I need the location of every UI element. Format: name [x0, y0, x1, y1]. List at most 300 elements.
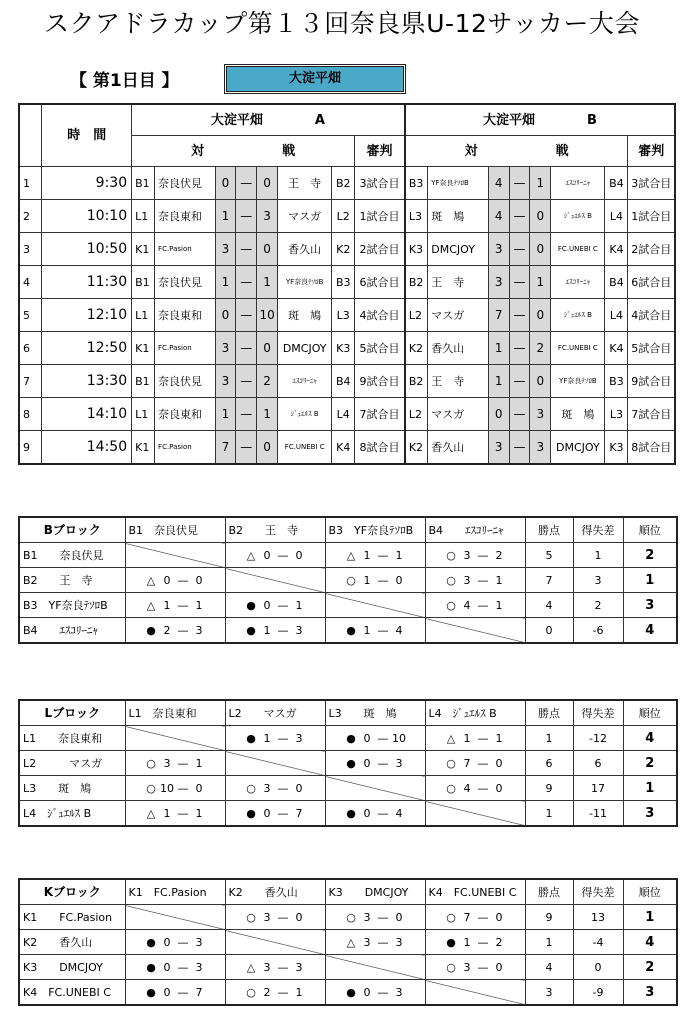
result-mark: ○ [446, 756, 456, 770]
score-dash: — [377, 756, 389, 770]
away-team: 王 寺 [278, 167, 332, 200]
home-score: 3 [488, 266, 509, 299]
result-mark: ○ [246, 781, 256, 795]
result-mark: △ [346, 548, 356, 562]
goals-against: 0 [495, 910, 503, 924]
referee-assignment: 7試合目 [355, 398, 405, 431]
match-result [125, 776, 225, 801]
score-dash: — [377, 731, 389, 745]
result-mark: ● [346, 806, 356, 820]
goals-against: 4 [395, 623, 403, 637]
match-result [325, 905, 425, 930]
standings-row [19, 618, 677, 644]
away-score: 0 [530, 365, 551, 398]
column-team: B2 王 寺 [225, 517, 325, 543]
home-code: L3 [405, 200, 428, 233]
points-value: 0 [525, 618, 573, 644]
referee-assignment: 5試合目 [355, 332, 405, 365]
score-dash: — [477, 573, 489, 587]
home-score: 1 [488, 332, 509, 365]
standings-table [18, 699, 678, 827]
away-team: DMCJOY [551, 431, 605, 465]
home-team: 香久山 [428, 332, 488, 365]
goals-for: 0 [163, 573, 171, 587]
goals-for: 0 [363, 731, 371, 745]
goal-diff-value: 6 [573, 751, 623, 776]
away-team: ｴｽｺﾘｰﾆｬ [551, 167, 605, 200]
match-result [325, 751, 425, 776]
goals-against: 0 [295, 910, 303, 924]
result-mark: ○ [146, 781, 156, 795]
score-dash: — [477, 960, 489, 974]
result-mark: ○ [246, 985, 256, 999]
rank-value: 4 [623, 618, 677, 644]
score-dash: — [477, 598, 489, 612]
home-team: マスガ [428, 299, 488, 332]
goals-against: 3 [395, 756, 403, 770]
standings-table [18, 516, 678, 644]
score-dash: — [509, 200, 530, 233]
match-result [225, 905, 325, 930]
goals-against: 0 [395, 910, 403, 924]
self-match-cell [125, 543, 225, 568]
home-score: 1 [215, 266, 236, 299]
block-name: Lブロック [19, 700, 125, 726]
match-result [425, 930, 525, 955]
schedule-row [19, 200, 675, 233]
row-team: B4 ｴｽｺﾘｰﾆｬ [19, 618, 125, 644]
match-result [425, 543, 525, 568]
standings-row [19, 955, 677, 980]
home-code: B2 [405, 365, 428, 398]
goals-against: 4 [395, 806, 403, 820]
match-number: 1 [19, 167, 42, 200]
score-dash: — [236, 431, 257, 465]
match-number: 3 [19, 233, 42, 266]
away-code: K4 [605, 332, 628, 365]
referee-assignment: 6試合目 [355, 266, 405, 299]
away-code: L4 [605, 200, 628, 233]
goals-for: 4 [463, 598, 471, 612]
row-team: K3 DMCJOY [19, 955, 125, 980]
away-score: 1 [257, 398, 278, 431]
result-mark: ● [246, 806, 256, 820]
match-result [325, 726, 425, 751]
score-dash: — [277, 623, 289, 637]
match-result [425, 776, 525, 801]
home-code: K2 [405, 332, 428, 365]
away-score: 2 [257, 365, 278, 398]
goal-diff-value: 2 [573, 593, 623, 618]
goals-for: 0 [363, 806, 371, 820]
goals-against: 3 [195, 935, 203, 949]
rank-value: 1 [623, 568, 677, 593]
score-dash: — [277, 781, 289, 795]
column-team: B1 奈良伏見 [125, 517, 225, 543]
goal-diff-value: 3 [573, 568, 623, 593]
match-result [425, 905, 525, 930]
away-code: L4 [605, 299, 628, 332]
referee-assignment: 8試合目 [355, 431, 405, 465]
goal-diff-value: -9 [573, 980, 623, 1006]
score-dash: — [377, 548, 389, 562]
result-mark: ○ [446, 548, 456, 562]
goals-against: 3 [295, 731, 303, 745]
goals-against: 3 [195, 960, 203, 974]
goals-for: 1 [363, 623, 371, 637]
standings-row [19, 801, 677, 827]
goals-for: 10 [160, 781, 174, 795]
score-dash: — [509, 365, 530, 398]
home-score: 3 [215, 365, 236, 398]
goal-diff-value: -6 [573, 618, 623, 644]
goal-diff-value: -4 [573, 930, 623, 955]
day-label: 【 第1日目 】 [70, 71, 179, 91]
header-points: 勝点 [525, 879, 573, 905]
home-score: 4 [488, 200, 509, 233]
self-match-cell [325, 776, 425, 801]
home-team: FC.Pasion [155, 233, 215, 266]
home-team: FC.Pasion [155, 332, 215, 365]
referee-assignment: 4試合目 [628, 299, 675, 332]
schedule-row [19, 266, 675, 299]
goals-against: 2 [495, 935, 503, 949]
home-code: K1 [132, 332, 155, 365]
goals-for: 3 [363, 935, 371, 949]
score-dash: — [236, 398, 257, 431]
points-value: 9 [525, 905, 573, 930]
result-mark: ○ [246, 910, 256, 924]
self-match-cell [325, 955, 425, 980]
result-mark: ● [346, 731, 356, 745]
rank-value: 2 [623, 751, 677, 776]
score-dash: — [377, 935, 389, 949]
rank-value: 2 [623, 543, 677, 568]
goals-against: 3 [195, 623, 203, 637]
home-team: FC.Pasion [155, 431, 215, 465]
match-result [225, 980, 325, 1006]
result-mark: ● [146, 935, 156, 949]
away-team: 斑 鳩 [551, 398, 605, 431]
home-code: K3 [405, 233, 428, 266]
match-result [325, 543, 425, 568]
row-team: B3 YF奈良ﾃｿﾛB [19, 593, 125, 618]
result-mark: ● [246, 623, 256, 637]
schedule-table [18, 103, 676, 465]
match-result [425, 726, 525, 751]
goals-against: 1 [295, 985, 303, 999]
column-team: B3 YF奈良ﾃｿﾛB [325, 517, 425, 543]
row-team: K4 FC.UNEBI C [19, 980, 125, 1006]
away-team: ｴｽｺﾘｰﾆｬ [278, 365, 332, 398]
row-team: L1 奈良東和 [19, 726, 125, 751]
away-score: 2 [530, 332, 551, 365]
schedule-row [19, 398, 675, 431]
self-match-cell [225, 930, 325, 955]
match-result [325, 618, 425, 644]
away-score: 3 [530, 431, 551, 465]
referee-assignment: 1試合目 [628, 200, 675, 233]
home-code: B2 [405, 266, 428, 299]
goals-against: 1 [195, 756, 203, 770]
header-goal-diff: 得失差 [573, 517, 623, 543]
row-team: L3 斑 鳩 [19, 776, 125, 801]
schedule-row [19, 299, 675, 332]
row-team: K2 香久山 [19, 930, 125, 955]
goals-against: 0 [495, 756, 503, 770]
referee-assignment: 3試合目 [628, 167, 675, 200]
match-number: 5 [19, 299, 42, 332]
self-match-cell [425, 801, 525, 827]
home-code: K1 [132, 431, 155, 465]
points-value: 1 [525, 801, 573, 827]
home-code: L2 [405, 299, 428, 332]
score-dash: — [377, 573, 389, 587]
away-score: 0 [257, 233, 278, 266]
home-score: 3 [215, 233, 236, 266]
points-value: 4 [525, 955, 573, 980]
away-score: 1 [257, 266, 278, 299]
goals-for: 2 [263, 985, 271, 999]
score-dash: — [177, 985, 189, 999]
header-goal-diff: 得失差 [573, 700, 623, 726]
goals-against: 1 [495, 598, 503, 612]
away-team: YF奈良ﾃｿﾛB [551, 365, 605, 398]
score-dash: — [277, 548, 289, 562]
score-dash: — [509, 266, 530, 299]
away-team: ｼﾞｭｴﾙｽ B [551, 200, 605, 233]
away-score: 0 [257, 167, 278, 200]
score-dash: — [236, 233, 257, 266]
match-result [125, 955, 225, 980]
header-court-b: 大淀平畑 B [405, 104, 675, 136]
match-result [125, 801, 225, 827]
standings-row [19, 593, 677, 618]
match-time: 12:10 [42, 299, 132, 332]
home-team: 奈良伏見 [155, 266, 215, 299]
column-team: L1 奈良東和 [125, 700, 225, 726]
score-dash: — [509, 233, 530, 266]
score-dash: — [177, 806, 189, 820]
referee-assignment: 6試合目 [628, 266, 675, 299]
home-team: YF奈良ﾃｿﾛB [428, 167, 488, 200]
score-dash: — [177, 960, 189, 974]
result-mark: △ [146, 573, 156, 587]
result-mark: △ [346, 935, 356, 949]
header-vs-a: 対 戦 [132, 136, 355, 167]
away-code: B4 [605, 167, 628, 200]
match-result [125, 751, 225, 776]
goals-for: 0 [163, 985, 171, 999]
score-dash: — [509, 167, 530, 200]
score-dash: — [509, 299, 530, 332]
score-dash: — [177, 781, 189, 795]
goals-for: 1 [163, 806, 171, 820]
away-code: K2 [332, 233, 355, 266]
header-rank: 順位 [623, 700, 677, 726]
result-mark: ○ [146, 756, 156, 770]
goals-against: 3 [295, 960, 303, 974]
result-mark: △ [146, 806, 156, 820]
match-result [125, 980, 225, 1006]
score-dash: — [277, 731, 289, 745]
goals-for: 1 [263, 731, 271, 745]
goals-against: 10 [392, 731, 406, 745]
home-score: 3 [488, 233, 509, 266]
away-score: 3 [530, 398, 551, 431]
away-team: ｼﾞｭｴﾙｽ B [551, 299, 605, 332]
home-team: 王 寺 [428, 365, 488, 398]
home-team: 奈良東和 [155, 299, 215, 332]
home-team: 奈良東和 [155, 200, 215, 233]
match-result [325, 980, 425, 1006]
home-code: L2 [405, 398, 428, 431]
column-team: L2 マスガ [225, 700, 325, 726]
score-dash: — [277, 960, 289, 974]
goals-for: 3 [463, 548, 471, 562]
away-code: K3 [332, 332, 355, 365]
away-score: 3 [257, 200, 278, 233]
block-name: Bブロック [19, 517, 125, 543]
goals-for: 3 [263, 960, 271, 974]
score-dash: — [377, 910, 389, 924]
home-score: 7 [488, 299, 509, 332]
result-mark: ○ [446, 960, 456, 974]
home-code: K2 [405, 431, 428, 465]
match-number: 4 [19, 266, 42, 299]
result-mark: △ [246, 960, 256, 974]
away-code: K4 [605, 233, 628, 266]
match-number: 8 [19, 398, 42, 431]
away-code: L3 [332, 299, 355, 332]
score-dash: — [236, 365, 257, 398]
goals-against: 0 [395, 573, 403, 587]
match-number: 7 [19, 365, 42, 398]
points-value: 5 [525, 543, 573, 568]
goals-for: 0 [363, 985, 371, 999]
goals-for: 3 [463, 573, 471, 587]
referee-assignment: 3試合目 [355, 167, 405, 200]
standings-table [18, 878, 678, 1006]
score-dash: — [177, 598, 189, 612]
home-team: 奈良東和 [155, 398, 215, 431]
match-time: 11:30 [42, 266, 132, 299]
match-time: 14:50 [42, 431, 132, 465]
result-mark: ○ [446, 910, 456, 924]
goals-for: 1 [463, 935, 471, 949]
rank-value: 3 [623, 980, 677, 1006]
match-number: 6 [19, 332, 42, 365]
goals-against: 1 [495, 573, 503, 587]
header-vs-b: 対 戦 [405, 136, 628, 167]
score-dash: — [177, 623, 189, 637]
header-ref-b: 審判 [628, 136, 675, 167]
self-match-cell [425, 980, 525, 1006]
points-value: 1 [525, 726, 573, 751]
standings-row [19, 726, 677, 751]
schedule-row [19, 332, 675, 365]
row-team: B1 奈良伏見 [19, 543, 125, 568]
away-score: 0 [530, 299, 551, 332]
home-score: 0 [215, 299, 236, 332]
points-value: 6 [525, 751, 573, 776]
score-dash: — [277, 806, 289, 820]
goals-against: 0 [295, 548, 303, 562]
goals-against: 0 [495, 960, 503, 974]
home-score: 0 [215, 167, 236, 200]
result-mark: ○ [446, 781, 456, 795]
self-match-cell [225, 568, 325, 593]
match-result [225, 801, 325, 827]
home-score: 3 [215, 332, 236, 365]
header-points: 勝点 [525, 700, 573, 726]
home-score: 4 [488, 167, 509, 200]
home-code: L1 [132, 398, 155, 431]
self-match-cell [325, 593, 425, 618]
referee-assignment: 8試合目 [628, 431, 675, 465]
header-goal-diff: 得失差 [573, 879, 623, 905]
match-result [425, 955, 525, 980]
goals-against: 3 [395, 985, 403, 999]
match-time: 14:10 [42, 398, 132, 431]
home-score: 3 [488, 431, 509, 465]
score-dash: — [236, 200, 257, 233]
match-result [225, 776, 325, 801]
referee-assignment: 7試合目 [628, 398, 675, 431]
goals-for: 0 [263, 548, 271, 562]
result-mark: ○ [346, 910, 356, 924]
rank-value: 1 [623, 776, 677, 801]
goals-for: 2 [163, 623, 171, 637]
home-score: 1 [215, 200, 236, 233]
home-team: 斑 鳩 [428, 200, 488, 233]
match-result [125, 568, 225, 593]
page-title: スクアドラカップ第１３回奈良県U-12サッカー大会 [44, 9, 640, 38]
match-result [325, 568, 425, 593]
score-dash: — [236, 266, 257, 299]
away-score: 0 [530, 233, 551, 266]
referee-assignment: 9試合目 [355, 365, 405, 398]
score-dash: — [477, 781, 489, 795]
match-number: 2 [19, 200, 42, 233]
home-score: 0 [488, 398, 509, 431]
goal-diff-value: 13 [573, 905, 623, 930]
home-score: 1 [215, 398, 236, 431]
points-value: 7 [525, 568, 573, 593]
score-dash: — [277, 910, 289, 924]
match-result [125, 618, 225, 644]
score-dash: — [477, 548, 489, 562]
column-team: L4 ｼﾞｭｴﾙｽ B [425, 700, 525, 726]
home-team: マスガ [428, 398, 488, 431]
home-score: 1 [488, 365, 509, 398]
score-dash: — [177, 935, 189, 949]
away-team: マスガ [278, 200, 332, 233]
result-mark: ● [146, 623, 156, 637]
result-mark: ● [246, 731, 256, 745]
goals-for: 3 [163, 756, 171, 770]
points-value: 9 [525, 776, 573, 801]
result-mark: △ [246, 548, 256, 562]
match-time: 10:50 [42, 233, 132, 266]
score-dash: — [509, 431, 530, 465]
result-mark: ● [146, 985, 156, 999]
away-code: K3 [605, 431, 628, 465]
match-number: 9 [19, 431, 42, 465]
goals-for: 0 [363, 756, 371, 770]
away-code: L4 [332, 398, 355, 431]
home-code: B1 [132, 167, 155, 200]
